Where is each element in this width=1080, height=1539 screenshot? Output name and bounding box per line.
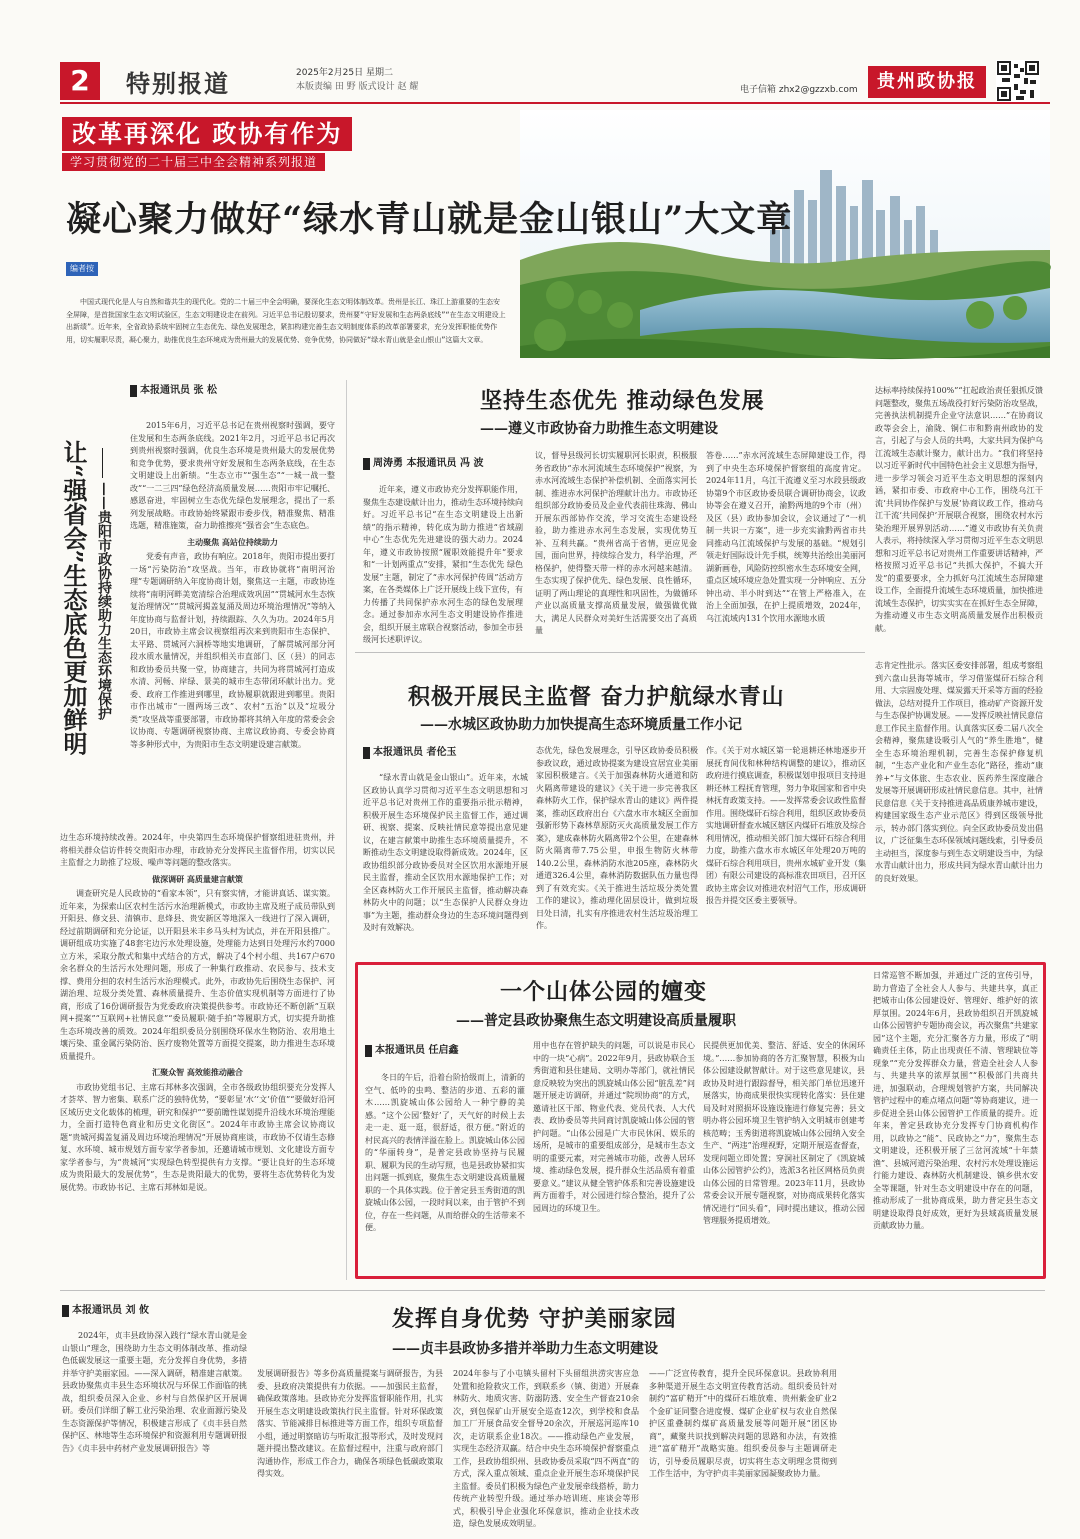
article5-col4-para: ——广泛宣传教育，提升全民环保意识。县政协利用多种渠道开展生态文明宣传教育活动。组织委员针对制约“富矿精开”中的煤矸石堆放难、贵州紫金矿业2个金矿证同整合进度慢、煤矿企业矿权与农业自然保护区重叠制约煤矿高质量发展等问题开展“团区协商”，藏聚共识找到解决问题的思路和办法，有效推进“富矿精开”战略实施。组织委员参与主题调研走访，引导委员履职尽责，切实将生态文明理念贯彻到工作生活中，为守护贞丰美丽家园凝聚政协力量。 — [649, 1369, 837, 1478]
article3-col3-para: 作。《关于对水城区第一轮退耕还林地逐步开展抚育间伐和林种结构调整的建议》，推动区政府进行摸底调查，积极谋划申报项目支持退耕还林工程抚育管理，努力争取国家和省中央林抚育政策支持。——发挥常委会议政性监督作用。围绕煤矸石综合利用，组织区政协委员实地调研督查水城区辖区内煤矸石堆放及综合利用情况，推动相关部门加大煤矸石综合利用力度，助推六盘水市水城区年处理20万吨的煤矸石综合利用项目，贵州水城矿业开发（集团）有限公司建设的高标准农田项目，召开区政协主席会议对推进农村沼气工作，形成调研报告并提交区委主要领导。 — [706, 746, 866, 905]
article4-byline: 本报通讯员 任启鑫 — [365, 1045, 458, 1057]
article3-col4-para: 志肯定性批示。落实区委安排部署，组成考察组到六盘山县海等城市，学习借鉴煤矸石综合利用、大宗固废处理、煤炭露天开采等方面的经验做法，总结对提升工作项目，推动矿产资源开发与生态保护协调发展。——发挥反映社情民意信息工作民主监督作用。认真落实区委二届八次全会精神，聚焦建设吸引人气的“养生胜地”，健全生态环境治理机制，完善生态保护修复机制，“生态产业化和产业生态化”路径，推动“康养+”与文体旅、生态农业、医药养生深度融合发展等开展调研形成社情民意信息。其中，社情民意信息《关于支持推进高品质康养城市建设，构建国家级生态产业示范区》得到区级领导批示，转办部门落实到位。向全区政协委员发出倡议，广泛征集生态环保领域问题线索，引导委员主动担当，深度参与到生态文明建设当中，为绿水青山献计出力，形成共同为绿水青山献计出力的良好效果。 — [875, 661, 1043, 883]
article4-column1 — [365, 1072, 525, 1270]
article4-column3 — [703, 1040, 865, 1270]
article2-column2 — [535, 450, 697, 642]
article1-subtitle-dash — [102, 448, 103, 478]
article3-title[interactable]: 积极开展民主监督 奋力护航绿水青山 — [408, 684, 785, 710]
editor-note-label: 编者按 — [66, 262, 98, 276]
article3-column2 — [536, 745, 698, 956]
series-banner-title: 改革再深化 政协有作为 — [62, 117, 352, 151]
article1-title[interactable]: 让“强省会”生态底色更加鲜明 — [59, 440, 88, 756]
article2-column3 — [706, 450, 866, 642]
qr-code-icon — [996, 60, 1040, 102]
article1-col2-para3: 市政协党组书记、主席石邦林多次强调，全市各级政协组织要充分发挥人才荟萃、智力密集、联系广泛的独特优势，“要彰显‘水’‘文’价值”“要做好沿河区域历史文化载体的梳理，研究和保护”“要前瞻性谋划提升沿线水环境治理能力，全面打造特色商业和历史文化街区”。2024年市政协主席会议协商议题“贵城河揭盖复涌及周边环境治理情况”开展协商座谈，市政协不仅请生态修复、水环境、城市规划方面专家学者参加，还邀请城市规划、文化建设方面专家学者参与，为“贵城河”实现绿色转型提供有力支撑。“要让良好的生态环境成为贵阳最大的发展优势”，生态是贵阳最大的优势，要将生态优势转化为发展优势。市政协书记、主席石邦林如是说。 — [60, 1082, 335, 1192]
issue-date: 2025年2月25日 星期二 — [296, 68, 393, 78]
article3-subtitle: ——水城区政协助力加快提高生态环境质量工作小记 — [420, 717, 742, 733]
article3-byline: 本报通讯员 者伦玉 — [363, 747, 456, 759]
article4-subtitle: ——普定县政协聚焦生态文明建设高质量履职 — [456, 1013, 736, 1029]
article4-col3-para: 民提供更加优美、整洁、舒适、安全的休闲环境。”……参加协商的各方汇聚智慧，积极为山体公园建设献智献计。对于这些意见建议，县政协及时进行跟踪督导，相关部门单位迅速开展落实，协商成果很快实现转化落实：县住建局及时对照损坏设施设施进行修复完善；县文明办将公园环境卫生管护纳入文明城市创建考核范畴；玉秀街道将凯旋城山体公园纳入安全生产、“两违”治理视野，定期开展巡查督查，发现问题立即处置；穿洞社区制定了《凯旋城山体公园管护公约》，选派3名社区网格员负责山体公园的日常管理。2023年11月，县政协常委会议开展专题视察，对协商成果转化落实情况进行“回头看”，同时提出建议，推动公园管理服务提质增效。 — [703, 1041, 865, 1225]
article1-column1 — [130, 420, 335, 832]
article1-subtitle: ——贵阳市政协持续助力生态环境保护 — [96, 482, 112, 720]
article3-col2-para: 态优先，绿色发展理念，引导区政协委员积极参政议政，通过政协提案为建设宜居宜业美丽家园积极建言。《关于加强森林防火通道和防火隔离带建设的建议》《关于进一步完善我区森林防火工作，保护绿水青山的建议》两件提案，推动区政府出台《六盘水市水城区全面加强新形势下森林草原防灭火高质量发展工作方案》，建成森林防火隔离带2个公里，在建森林防火隔离带7.75公里，申报生物防火林带140.2公里，森林消防水池205座，森林防火通道326.4公里，森林消防数据队伍力量也得到了有效充实。《关于推进生活垃圾分类处置工作的建议》，推动理化固层设计，做到垃圾日处日清，扎实有序推进农村生活垃圾治理工作。 — [536, 746, 698, 930]
article2-title[interactable]: 坚持生态优先 推动绿色发展 — [480, 388, 765, 414]
article2-col3-para: 答卷……”赤水河流域生态屏障建设工作，得到了中央生态环境保护督察组的高度肯定。2024年11月，乌江干流遵义至习水段县级政协第9个市区政协委员联合调研协商会，议政协等会在遵义召开，渝黔两地的9个市（州）及区（县）政协参加会议，会议通过了“一机制一共识一方案”，进一步充实渝黔两省市共同推动乌江流域保护与发展的基础。“规划引领走好国际设计先手棋，统筹共治绘出美丽河湖新画卷，风险防控织密水生态环境安全网，重点区域环境应急处置实现一分钟响应、五分钟出动、半小时到达”“在管上严格准入，在治上全面加强，在护上提质增效，2024年，乌江流域内131个饮用水源地水质 — [706, 451, 866, 623]
article5-column4 — [649, 1368, 837, 1480]
article2-column1 — [363, 484, 523, 642]
article4-col2-para: 用中也存在管护缺失的问题，可以说是市民心中的一块“心病”。2022年9月，县政协联合玉秀街道和县住建局、文明办等部门，就社情民意反映较为突出的凯旋城山体公园“脏乱差”问题开展走访调研，并通过“院坝协商”的方式，邀请社区干部、物业代表、党员代表、人大代表、政协委员等共同商讨凯旋城山体公园的管护问题。“山体公园是广大市民休闲、娱乐的场所，是城市的重要组成部分，是城市生态文明的重要元素，对完善城市功能，改善人居环境、推动绿色发展，提升群众生活品质有着重要意义。”建议从健全管护体系和完善设施建设两方面着手，对公园进行综合整治，提升了公园周边的环境卫生。 — [533, 1041, 695, 1213]
article1-subhead1: 主动聚焦 高站位持续助力 — [187, 536, 278, 547]
article1-col2-para: 边生态环境持续改善。2024年，中央第四生态环境保护督察组进驻贵州，并将相关群众信访件转交贵阳市办理，市政协充分发挥民主监督作用，切实以民主监督之力助推了垃圾、噪声等问题的整改落实。 — [60, 833, 335, 867]
article5-column2 — [257, 1368, 443, 1480]
article1-subhead2: 做深调研 高质量建言献策 — [152, 873, 243, 884]
article4-column2 — [533, 1040, 695, 1270]
contact-email[interactable]: 电子信箱 zhx2@gzzxb.com — [740, 85, 858, 95]
article2-col2-para: 议，督导县级河长切实履职河长职责，积极服务省政协“赤水河流域生态环境保护”视察，为赤水河流域生态保护补偿机制、全面落实河长制、推进赤水河保护治理献计出力。市政协还组织部分政协委员及企业代表前往珠海、佛山开展东西部协作交流，学习交流生态建设经验，助力推进赤水河生态发展，实现优势互补、互利共赢。“贵州省高于省情，更应见金国，面向世界，持续综合发力，科学治理，严格保护，使得整天带一样的赤水河越来越清。生态实现了保护优先、绿色发展、良性循环，证明了两山理论的真理性和巩固性，为做循环产业以高质量支撑高质量发展，做强做优做大，满足人民群众对美好生活需要交出了高质量 — [535, 451, 697, 635]
article1-byline: 本报通讯员 张 松 — [130, 385, 217, 397]
article5-column1 — [62, 1330, 247, 1480]
article3-col1-para: “绿水青山就是金山银山”。近年来，水城区政协认真学习贯彻习近平生态文明思想和习近平总书记对贵州工作的重要指示批示精神，积极开展生态环境保护民主监督工作，通过调研、视察、提案、反映社情民意等提出意见建议，在建言献策中助推生态环境质量提升，不断推动生态文明建设取得新成效。2024年，区政协组织部分政协委员对全区饮用水源地开展民主监督，推动全区饮用水源地保护工作；对全区森林防火工作开展民主监督，推动解决森林防火中的问题；以“生态保护人民群众身边事”为主题，推动群众身边的生态环境问题得到及时有效解决。 — [363, 773, 528, 932]
article1-subhead3: 汇聚众智 高效能推动融合 — [152, 1067, 243, 1077]
article2-column4 — [875, 385, 1043, 643]
section-name: 特别报道 — [126, 70, 230, 98]
article5-col3-para: 2024年参与了小屯镇头留村下头留组洪涝灾害应急处置和抢险救灾工作，到联系乡（镇、街道）开展森林防火、地质灾害、防溺防透、安全生产督查210余次，到包保矿山开展安全巡查12次，到学校和食品加工厂开展食品安全督导20余次，开展巡河巡库10次，走访联系企业18次。——推动绿色产业发展，实现生态经济双赢。结合中央生态环境保护督察重点工作，县政协组织州、县政协委员采取“四不两直”的方式，深入重点领域、重点企业开展生态环境保护民主监督。委员们积极为绿色产业发展牵线搭桥，助力传统产业转型升级。通过举办培训班、座谈会等形式，积极引导企业强化环保意识，推动企业技术改造，绿色发展成效明显。 — [453, 1369, 639, 1528]
article5-column3 — [453, 1368, 639, 1528]
article1-col1-para2: 党委有声音，政协有响应。2018年，贵阳市提出要打一场“污染防治”攻坚战。当年，市政协就将“南明河治理”专题调研纳入年度协商计划，聚焦这一主题，市政协连续将“南明河畔美宽清综合治理成效巩固”“贯城河水生态恢复治理情况”“贯城河揭盖复涌及周边环境治理情况”等纳入年度协商与监督计划，持续跟踪、久久为功。2024年5月20日，市政协主席会议视察组再次来到贵阳市生态保护、太平路、贯城河六洞桥等地实地调研，了解贯城河部分河段水质水量情况，并组织相关市直部门、区（县）的同志和政协委员共聚一堂，协商建言，共同为将贯城河打造成水清、河畅、岸绿、景美的城市生态带闭环献计出力。党委、政府工作推进到哪里，政协履职就跟进到哪里。贵阳市作出城市“一圈两场三改”、农村“五治”以及“垃圾分类”攻坚战等重要部署，市政协都将其纳入年度的常委会会议协商、专题调研视察协商、主席议政协商、专委会协商等多种形式中，为贵阳市生态文明建设建言献策。 — [130, 552, 335, 749]
article2-col1-para: 近年来，遵义市政协充分发挥职能作用，聚焦生态建设献计出力，推动生态环境持续向好。习近平总书记“在生态文明建设上出新绩”的指示精神，转化成为助力推进“省域副中心”生态优先先进建设的强大动力。2024年，遵义市政协按照“履职效能提升年”要求和“一计划两重点”安排，紧扣“生态优先 绿色发展”主题，制定了“赤水河保护传周”活动方案，在各类媒体上广泛开展线上线下宣传，有力传播了共同保护赤水河生态的绿色发展理念。通过参加赤水河生态文明建设协作推进会，组织开展主席联合视察活动，参加全市县级河长述职评议。 — [363, 485, 523, 644]
article1-col1-para: 2015年6月，习近平总书记在贵州视察时强调，要守住发展和生态两条底线。2021年2月，习近平总书记再次到贵州视察时强调，优良生态环境是贵州最大的发展优势和竞争优势，要求贵州守好发展和生态两条底线，在生态文明建设上出新绩。“生态立市”“强生态”“一城一战一整改”“一二三四”绿色经济高质量发展……贵阳市牢记嘱托、感恩奋进，牢固树立生态优先绿色发展理念，提出了一系列发展战略。市政协始终紧跟市委步伐，精准聚焦、精准选题，精准施策，奋力助推擦亮“强省会”生态底色。 — [130, 421, 335, 530]
page-number: 2 — [60, 62, 100, 100]
article5-byline: 本报通讯员 刘 攸 — [62, 1305, 149, 1317]
article5-title[interactable]: 发挥自身优势 守护美丽家园 — [392, 1306, 677, 1332]
article4-col1-para: 冬日的午后，沿着台阶拾级而上，清新的空气、低吟的虫鸣、整洁的步道、五彩的灌木……凯旋城山体公园给人一种宁静的美感。“这个公园‘整好’了，天气好的时候上去走一走、逛一逛，很舒适，很方便。”附近的村民高兴的表情洋溢在脸上。凯旋城山体公园的“华丽转身”，是普定县政协坚持与民履职、履职为民的生动写照，也是县政协紧扣实出问题一抓到底，聚焦生态文明建设高质量履职的一个具体实践。位于普定县玉秀街道的凯旋城山体公园，一段时间以来，由于管护不到位，存在一些问题，从而给群众的生活带来不便。 — [365, 1073, 525, 1232]
article4-col4-para: 日常巡管不断加强，并通过广泛的宣传引导，助力营造了全社会人人参与、共建共享，真正把城市山体公园建设好、管理好、维护好的浓厚氛围。2024年6月，县政协组织召开凯旋城山体公园管护专题协商会议，再次聚焦“共建家园”这个主题，充分汇聚各方力量，形成了“明确责任主体，防止出现责任不清、管理缺位等现象”“充分发挥群众力量，营造全社会人人参与、共建共享的浓厚氛围”“积极部门共商共进，加强联动，合理规划管护方案，共同解决管护过程中的难点堵点问题”等协商建议，进一步促进全县山体公园管护工作质量的提升。近年来，普定县政协充分发挥专门协商机构作用，以政协之“能”、民政协之“力”，聚焦生态文明建设，还积极开展了三岔河流域“十年禁渔”、县城河道污染治理、农村污水处理设施运行能力建设、森林防火机制建设、镇乡供水安全等课题，针对生态文明建设中存在的问题，推动形成了一批协商成果，助力普定县生态文明建设取得良好成效，更好为县域高质量发展贡献政协力量。 — [873, 971, 1038, 1230]
article1-column2 — [60, 832, 335, 1272]
editor-note-text: 中国式现代化是人与自然和谐共生的现代化。党的二十届三中全会明确，要深化生态文明体制改革。贵州是长江、珠江上游重要的生态安全屏障，是首批国家生态文明试验区，生态文明建设走在前列。习近平总书记殷切要求，贵州要“守好发展和生态两条底线”“在生态文明建设上出新绩”。近年来，全省政协系统牢固树立生态优先、绿色发展理念，紧扣构建完善生态文明制度体系的改革部署要求，充分发挥职能优势作用，切实履职尽责，凝心聚力，助推优良生态环境成为贵州最大的发展优势、竞争优势，协同做好“绿水青山就是金山银山”这篇大文章。 — [66, 298, 506, 344]
column-divider — [346, 380, 347, 1280]
article4-title[interactable]: 一个山体公园的嬗变 — [500, 979, 708, 1005]
article3-column4 — [875, 660, 1043, 956]
section-divider — [355, 652, 865, 653]
article2-subtitle: ——遵义市政协奋力助推生态文明建设 — [480, 421, 718, 437]
series-banner-subtitle: 学习贯彻党的二十届三中全会精神系列报道 — [62, 153, 325, 171]
page-header — [60, 60, 1050, 104]
page-main-title: 凝心聚力做好“绿水青山就是金山银山”大文章 — [66, 199, 793, 240]
article3-column1 — [363, 772, 528, 956]
newspaper-logo: 贵州政协报 — [868, 66, 986, 98]
article2-col4-para: 达标率持续保持100%”“扛起政治责任狠抓反馈问题整改，聚焦五场战役打好污染防治攻坚战，完善执法机制提升企业守法意识……”在协商议政等会会上，渝陇、铜仁市和黔南州政协的发言，引起了与会人员的共鸣，大家共同为保护乌江流域生态献计聚力，献计出力。“我们将坚持以习近平新时代中国特色社会主义思想为指导，进一步学习领会习近平生态文明思想的深刻内涵，紧扣市委、市政府中心工作，围绕乌江干流‘共同协作保护与发展’协商议政工作，推动乌江干流‘共同保护’开展联合视察，围绕农村水污染治理开展界别活动……”遵义市政协有关负责人表示，将持续深入学习贯彻习近平生态文明思想和习近平总书记对贵州工作重要讲话精神，严格按照习近平总书记“共抓大保护，不搞大开发”的重要要求，全力抓好乌江流域生态屏障建设工作，全面提升流域生态环境质量，加快推进流域生态保护，切实实实在在抓好生态全屏障，为推动遵义市生态文明高质量发展作出积极贡献。 — [875, 386, 1043, 633]
bottom-divider — [60, 1290, 1045, 1291]
header-meta — [296, 66, 418, 94]
article5-col2-para: 发展调研报告》等多份高质量提案与调研报告，为县委、县政府决策提供有力依据。——加强民主监督，确保政策落地。县政协充分发挥监督职能作用，扎实开展生态文明建设政策执行民主监督。针对环保政策落实、节能减排目标推进等方面工作，组织专项监督小组，通过明察暗访与听取汇报等形式，及时发现问题并提出整改建议。在监督过程中，注重与政府部门沟通协作，形成工作合力，确保各项绿色低碳政策取得实效。 — [257, 1369, 443, 1478]
article3-column3 — [706, 745, 866, 956]
article2-byline: 周涛勇 本报通讯员 冯 波 — [363, 458, 483, 470]
article1-col2-para2: 调查研究是人民政协的“看家本领”，只有察实情，才能讲真话、谋实策。近年来，为探索山区农村生活污水治理新模式，市政协主席及班子成员带队到开阳县、修文县、清镇市、息烽县、贵安新区等地深入一线进行了深入调研，经过前期调研和充分论证，以开阳县米丰乡马头村为试点，并在开阳县推广。调研组成功实施了48套宅边污水处理设施，处理能力达到日处理污水约7000立方米，采取分散式和集中式结合的方式，解决了4个村小组、共167户670余名群众的生活污水处理问题，形成了一种集行政推动、农民参与、技术支撑、费用分担的农村生活污水治理模式。此外，市政协先后围绕生态保护、河湖治理、垃圾分类处置、森林质量提升、生态价值实现机制等方面进行了协商，形成了16份调研报告为党委政府决策提供参考。市政协还不断创新“互联网+提案”“互联网+社情民意”“委员履职·随手拍”等履职方式，切实提升助推生态环境改善的质效。2024年组织委员分别围绕环保水生物防治、农用地土壤污染、重金属污染防治、医疗废物处置等方面提交提案，助力推进生态环境质量提升。 — [60, 889, 335, 1061]
article5-subtitle: ——贞丰县政协多措并举助力生态文明建设 — [392, 1341, 658, 1357]
article5-col1-para: 2024年，贞丰县政协深入践行“绿水青山就是金山银山”理念，围绕助力生态文明体制改革、推动绿色低碳发展这一重要主题，充分发挥自身优势，多措并举守护美丽家园。——深入调研，精准建言献策。县政协聚焦贞丰县生态环境状况与环保工作面临的挑战，组织委员深入企业、乡村与自然保护区开展调研。委员们详细了解工业污染治理、农业面源污染及生态资源保护等情况，积极建言形成了《贞丰县自然保护区、林地等生态环境保护和资源利用专题调研报告》《贞丰县中药材产业发展调研报告》等 — [62, 1331, 247, 1453]
editors-line: 本版责编 田 野 版式设计 赵 耀 — [296, 82, 419, 92]
article4-column4 — [873, 970, 1038, 1270]
